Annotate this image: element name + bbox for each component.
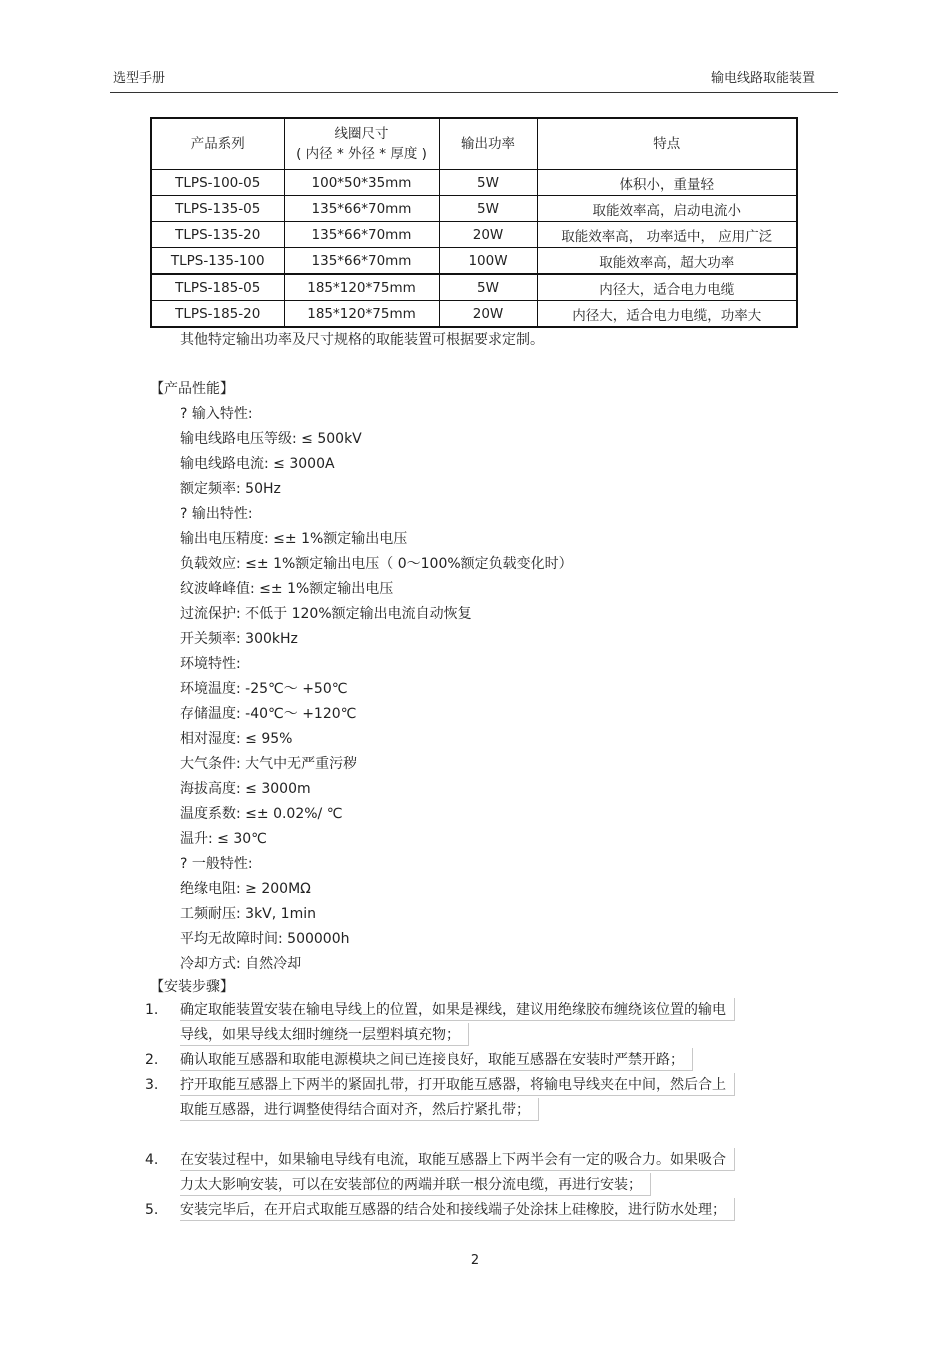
step-number: 5.: [145, 1202, 159, 1218]
step-line: [180, 1198, 845, 1223]
step-line: [180, 1048, 845, 1073]
cell-power: 5W: [439, 170, 537, 196]
list-item: 输电线路电压等级: ≤ 500kV: [180, 431, 362, 447]
table-header-row: [151, 118, 797, 170]
list-item: 温升: ≤ 30℃: [180, 831, 267, 847]
step-line: [180, 1148, 845, 1173]
step-line: [180, 1173, 845, 1198]
list-item: 相对湿度: ≤ 95%: [180, 731, 293, 747]
table-row: [151, 274, 797, 301]
list-item: ? 一般特性:: [180, 856, 253, 872]
col-header-power: 输出功率: [439, 118, 537, 170]
col-header-coil-size: [284, 118, 439, 170]
table-row: [151, 170, 797, 196]
cell-series: TLPS-185-20: [151, 301, 284, 328]
list-item: 绝缘电阻: ≥ 200MΩ: [180, 881, 311, 897]
performance-title: 【产品性能】: [150, 381, 234, 397]
cell-features: 取能效率高， 功率适中， 应用广泛: [537, 222, 797, 248]
cell-series: TLPS-135-05: [151, 196, 284, 222]
cell-features: 取能效率高，启动电流小: [537, 196, 797, 222]
step-text: 导线，如果导线太细时缠绕一层塑料填充物；: [180, 1023, 469, 1046]
list-item: 平均无故障时间: 500000h: [180, 931, 350, 947]
table-row: [151, 196, 797, 222]
cell-series: TLPS-135-20: [151, 222, 284, 248]
cell-size: 185*120*75mm: [284, 301, 439, 328]
list-item: 负载效应: ≤± 1%额定输出电压（ 0～100%额定负载变化时）: [180, 556, 573, 572]
step-text: 取能互感器，进行调整使得结合面对齐，然后拧紧扎带；: [180, 1098, 539, 1121]
installation-title: 【安装步骤】: [150, 979, 234, 995]
list-item: 冷却方式: 自然冷却: [180, 956, 302, 972]
cell-features: 内径大，适合电力电缆: [537, 274, 797, 301]
step-number: 4.: [145, 1152, 159, 1168]
step-4: [145, 1148, 845, 1198]
step-text: 确认取能互感器和取能电源模块之间已连接良好，取能互感器在安装时严禁开路；: [180, 1048, 693, 1071]
step-text: 安装完毕后，在开启式取能互感器的结合处和接线端子处涂抹上硅橡胶，进行防水处理；: [180, 1198, 735, 1221]
step-number: 2.: [145, 1052, 159, 1068]
cell-size: 135*66*70mm: [284, 222, 439, 248]
list-item: ? 输出特性:: [180, 506, 253, 522]
step-text: 在安装过程中，如果输电导线有电流，取能互感器上下两半会有一定的吸合力。如果吸合: [180, 1148, 735, 1171]
cell-size: 100*50*35mm: [284, 170, 439, 196]
list-item: 环境温度: -25℃～ +50℃: [180, 681, 348, 697]
cell-features: 体积小，重量轻: [537, 170, 797, 196]
step-3: [145, 1073, 845, 1123]
cell-series: TLPS-185-05: [151, 274, 284, 301]
cell-size: 185*120*75mm: [284, 274, 439, 301]
step-text: 拧开取能互感器上下两半的紧固扎带，打开取能互感器，将输电导线夹在中间，然后合上: [180, 1073, 735, 1096]
coil-size-label: 线圈尺寸: [334, 126, 389, 142]
table-row: [151, 301, 797, 328]
list-item: 输出电压精度: ≤± 1%额定输出电压: [180, 531, 408, 547]
step-line: [180, 1073, 845, 1098]
step-line: [180, 1023, 845, 1048]
list-item: 过流保护: 不低于 120%额定输出电流自动恢复: [180, 606, 472, 622]
page-number: 2: [470, 1253, 480, 1268]
list-item: 海拔高度: ≤ 3000m: [180, 781, 311, 797]
cell-power: 20W: [439, 301, 537, 328]
list-item: 存储温度: -40℃～ +120℃: [180, 706, 357, 722]
cell-features: 内径大，适合电力电缆，功率大: [537, 301, 797, 328]
list-item: 额定频率: 50Hz: [180, 481, 281, 497]
header-right: 输电线路取能装置: [710, 71, 815, 86]
header-rule: [110, 92, 838, 93]
list-item: 开关频率: 300kHz: [180, 631, 298, 647]
table-row: [151, 222, 797, 248]
installation-steps: [145, 998, 845, 1223]
cell-power: 5W: [439, 274, 537, 301]
step-1: [145, 998, 845, 1048]
step-2: [145, 1048, 845, 1073]
list-item: 温度系数: ≤± 0.02%/ ℃: [180, 806, 343, 822]
header-left: 选型手册: [113, 71, 166, 86]
performance-list: [180, 402, 573, 977]
list-item: ? 输入特性:: [180, 406, 253, 422]
table-row: [151, 248, 797, 275]
col-header-features: 特点: [537, 118, 797, 170]
list-item: 纹波峰峰值: ≤± 1%额定输出电压: [180, 581, 394, 597]
step-number: 3.: [145, 1077, 159, 1093]
step-line: [180, 998, 845, 1023]
cell-series: TLPS-135-100: [151, 248, 284, 275]
step-text: 确定取能装置安装在输电导线上的位置，如果是裸线，建议用绝缘胶布缠绕该位置的输电: [180, 998, 735, 1021]
cell-size: 135*66*70mm: [284, 196, 439, 222]
cell-power: 100W: [439, 248, 537, 275]
cell-power: 20W: [439, 222, 537, 248]
product-table: [150, 117, 798, 328]
cell-power: 5W: [439, 196, 537, 222]
cell-features: 取能效率高，超大功率: [537, 248, 797, 275]
cell-series: TLPS-100-05: [151, 170, 284, 196]
customization-note: 其他特定输出功率及尺寸规格的取能装置可根据要求定制。: [180, 332, 544, 348]
list-item: 工频耐压: 3kV, 1min: [180, 906, 316, 922]
step-number: 1.: [145, 1002, 159, 1018]
step-5: [145, 1198, 845, 1223]
step-text: 力太大影响安装，可以在安装部位的两端并联一根分流电缆，再进行安装；: [180, 1173, 651, 1196]
col-header-series: 产品系列: [151, 118, 284, 170]
cell-size: 135*66*70mm: [284, 248, 439, 275]
step-line: [180, 1098, 845, 1123]
list-item: 输电线路电流: ≤ 3000A: [180, 456, 335, 472]
list-item: 大气条件: 大气中无严重污秽: [180, 756, 358, 772]
coil-size-sub-label: ( 内径 * 外径 * 厚度 ): [296, 146, 427, 162]
list-item: 环境特性:: [180, 656, 241, 672]
